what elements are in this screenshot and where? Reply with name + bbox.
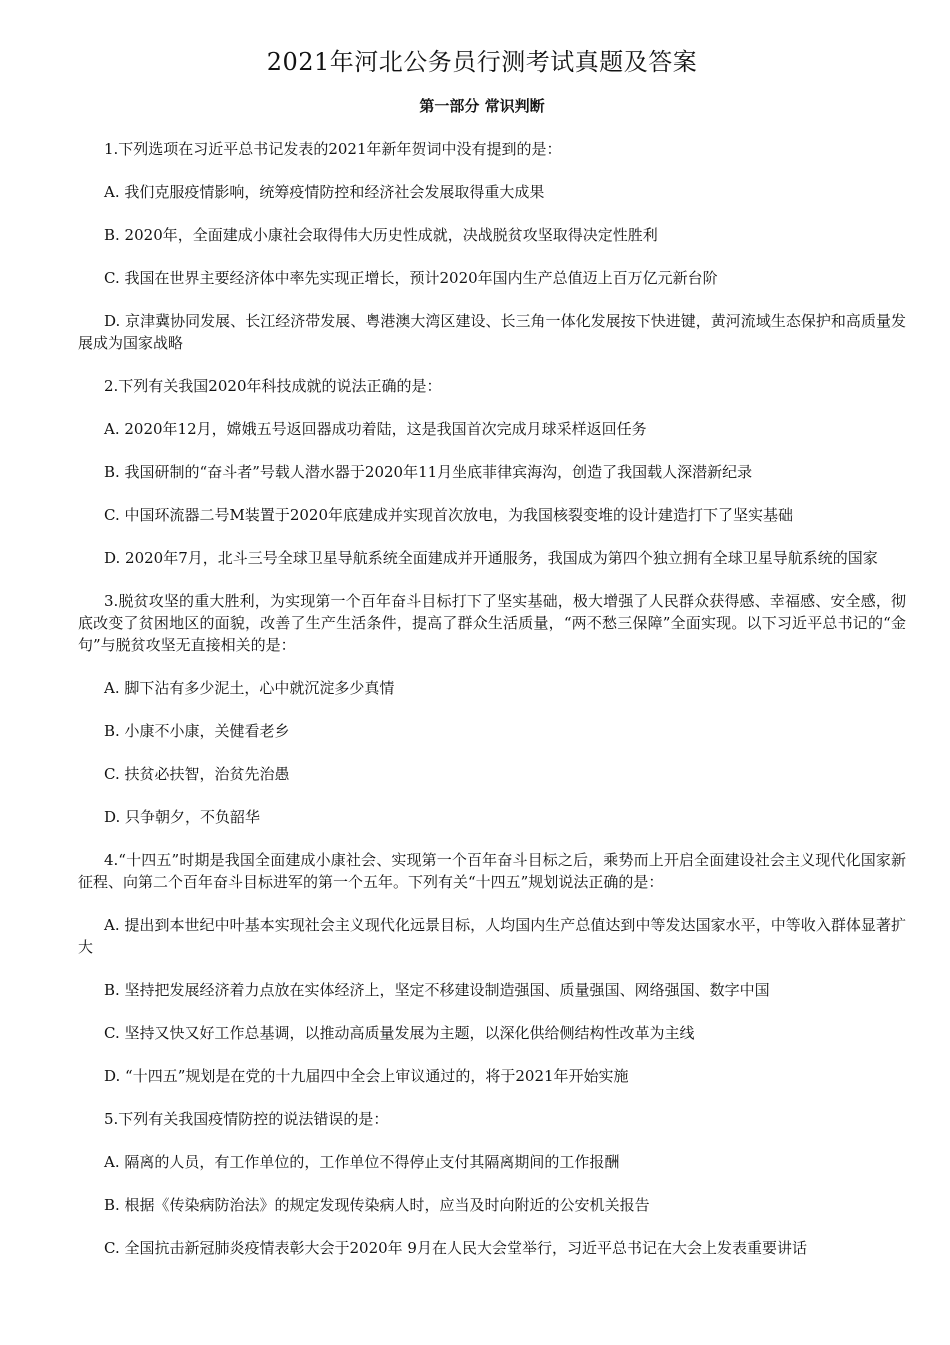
option-d: D. “十四五”规划是在党的十九届四中全会上审议通过的，将于2021年开始实施 <box>104 1067 629 1085</box>
option-d: D. 2020年7月，北斗三号全球卫星导航系统全面建成并开通服务，我国成为第四个独立拥有全球卫星导航系统的国家 <box>104 549 878 567</box>
option-d: D. 只争朝夕，不负韶华 <box>104 808 261 826</box>
option-a: A. 我们克服疫情影响，统筹疫情防控和经济社会发展取得重大成果 <box>104 183 545 201</box>
option-c: C. 全国抗击新冠肺炎疫情表彰大会于2020年 9月在人民大会堂举行，习近平总书记在大会上发表重要讲话 <box>104 1239 807 1257</box>
document-title: 2021年河北公务员行测考试真题及答案 <box>266 48 698 76</box>
option-a: A. 2020年12月，嫦娥五号返回器成功着陆，这是我国首次完成月球采样返回任务 <box>104 420 647 438</box>
question-4 <box>78 849 906 1087</box>
option-b: B. 我国研制的“奋斗者”号载人潜水器于2020年11月坐底菲律宾海沟，创造了我国载人深潜新纪录 <box>104 463 753 481</box>
option-c: C. 我国在世界主要经济体中率先实现正增长，预计2020年国内生产总值迈上百万亿元新台阶 <box>104 269 718 287</box>
option-b: B. 2020年，全面建成小康社会取得伟大历史性成就，决战脱贫攻坚取得决定性胜利 <box>104 226 658 244</box>
question-stem: 2.下列有关我国2020年科技成就的说法正确的是： <box>104 377 442 395</box>
option-b: B. 坚持把发展经济着力点放在实体经济上，坚定不移建设制造强国、质量强国、网络强国、数字中国 <box>104 981 770 999</box>
question-5 <box>78 1108 906 1259</box>
option-a: A. 提出到本世纪中叶基本实现社会主义现代化远景目标，人均国内生产总值达到中等发达国家水平，中等收入群体显著扩大 <box>78 916 906 956</box>
question-stem: 1.下列选项在习近平总书记发表的2021年新年贺词中没有提到的是： <box>104 140 562 158</box>
option-c: C. 中国环流器二号M装置于2020年底建成并实现首次放电，为我国核裂变堆的设计建造打下了坚实基础 <box>104 506 794 524</box>
option-b: B. 小康不小康，关健看老乡 <box>104 722 290 740</box>
section-heading: 第一部分 常识判断 <box>419 97 545 115</box>
question-2 <box>78 375 906 569</box>
option-c: C. 扶贫必扶智，治贫先治愚 <box>104 765 290 783</box>
option-b: B. 根据《传染病防治法》的规定发现传染病人时，应当及时向附近的公安机关报告 <box>104 1196 650 1214</box>
question-stem: 5.下列有关我国疫情防控的说法错误的是： <box>104 1110 389 1128</box>
option-d: D. 京津冀协同发展、长江经济带发展、粤港澳大湾区建设、长三角一体化发展按下快进键，黄河流域生态保护和高质量发展成为国家战略 <box>78 312 906 352</box>
question-stem: 3.脱贫攻坚的重大胜利，为实现第一个百年奋斗目标打下了坚实基础，极大增强了人民群众获得感、幸福感、安全感，彻底改变了贫困地区的面貌，改善了生产生活条件，提高了群众生活质量，“两不愁三保障”全面实现。以下习近平总书记的“金句”与脱贫攻坚无直接相关的是： <box>78 592 906 654</box>
question-3 <box>78 590 906 828</box>
option-a: A. 隔离的人员，有工作单位的，工作单位不得停止支付其隔离期间的工作报酬 <box>104 1153 620 1171</box>
option-a: A. 脚下沾有多少泥土，心中就沉淀多少真情 <box>104 679 395 697</box>
question-stem: 4.“十四五”时期是我国全面建成小康社会、实现第一个百年奋斗目标之后，乘势而上开启全面建设社会主义现代化国家新征程、向第二个百年奋斗目标进军的第一个五年。下列有关“十四五”规划说法正确的是： <box>78 851 906 891</box>
option-c: C. 坚持又快又好工作总基调，以推动高质量发展为主题，以深化供给侧结构性改革为主线 <box>104 1024 695 1042</box>
question-1 <box>78 138 906 354</box>
